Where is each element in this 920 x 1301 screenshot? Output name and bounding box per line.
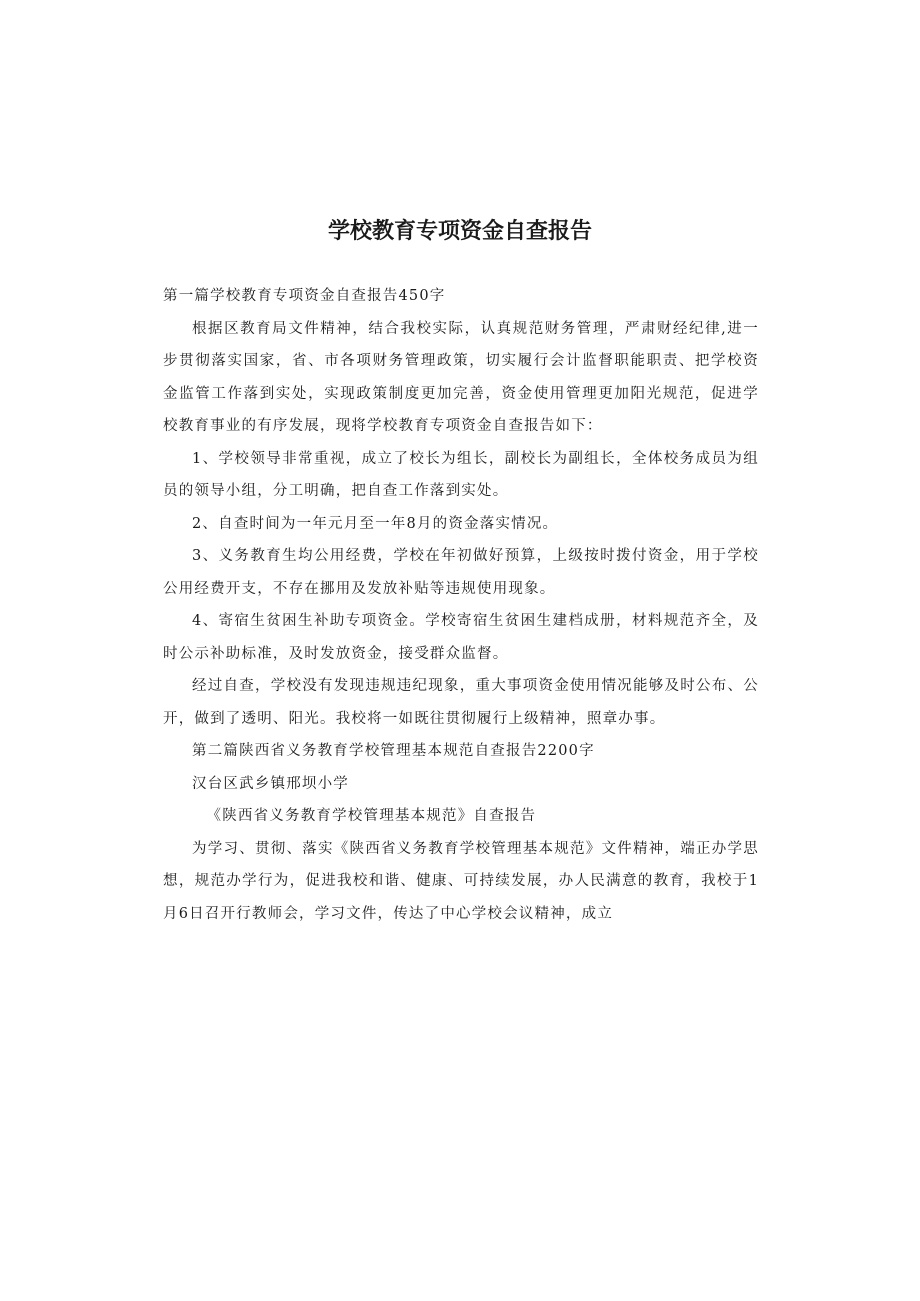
paragraph-item-2: 2、自查时间为一年元月至一年8月的资金落实情况。 — [192, 515, 559, 532]
document-body — [163, 280, 759, 930]
school-name: 汉台区武乡镇邢坝小学 — [192, 775, 349, 792]
paragraph-item-4: 4、寄宿生贫困生补助专项资金。学校寄宿生贫困生建档成册，材料规范齐全，及时公示补助标准，及时发放资金，接受群众监督。 — [163, 613, 759, 662]
document-title: 学校教育专项资金自查报告 — [327, 219, 592, 244]
paragraph-conclusion: 经过自查，学校没有发现违规违纪现象，重大事项资金使用情况能够及时公布、公开，做到了透明、阳光。我校将一如既往贯彻履行上级精神，照章办事。 — [163, 678, 759, 727]
section-heading-1: 第一篇学校教育专项资金自查报告450字 — [163, 288, 446, 304]
paragraph-intro: 根据区教育局文件精神，结合我校实际，认真规范财务管理，严肃财经纪律,进一步贯彻落实国家，省、市各项财务管理政策，切实履行会计监督职能职责、把学校资金监管工作落到实处，实现政策制度更加完善，资金使用管理更加阳光规范，促进学校教育事业的有序发展，现将学校教育专项资金自查报告如下： — [163, 320, 759, 434]
paragraph-item-3: 3、义务教育生均公用经费，学校在年初做好预算，上级按时拨付资金，用于学校公用经费开支，不存在挪用及发放补贴等违规使用现象。 — [163, 548, 759, 597]
section-heading-2: 第二篇陕西省义务教育学校管理基本规范自查报告2200字 — [192, 743, 595, 759]
report-subtitle: 《陕西省义务教育学校管理基本规范》自查报告 — [206, 808, 537, 824]
paragraph-item-1: 1、学校领导非常重视，成立了校长为组长，副校长为副组长，全体校务成员为组员的领导小组，分工明确，把自查工作落到实处。 — [163, 450, 759, 499]
paragraph-second-intro: 为学习、贯彻、落实《陕西省义务教育学校管理基本规范》文件精神，端正办学思想，规范办学行为，促进我校和谐、健康、可持续发展，办人民满意的教育，我校于1月6日召开行教师会，学习文件，传达了中心学校会议精神，成立 — [163, 840, 759, 922]
